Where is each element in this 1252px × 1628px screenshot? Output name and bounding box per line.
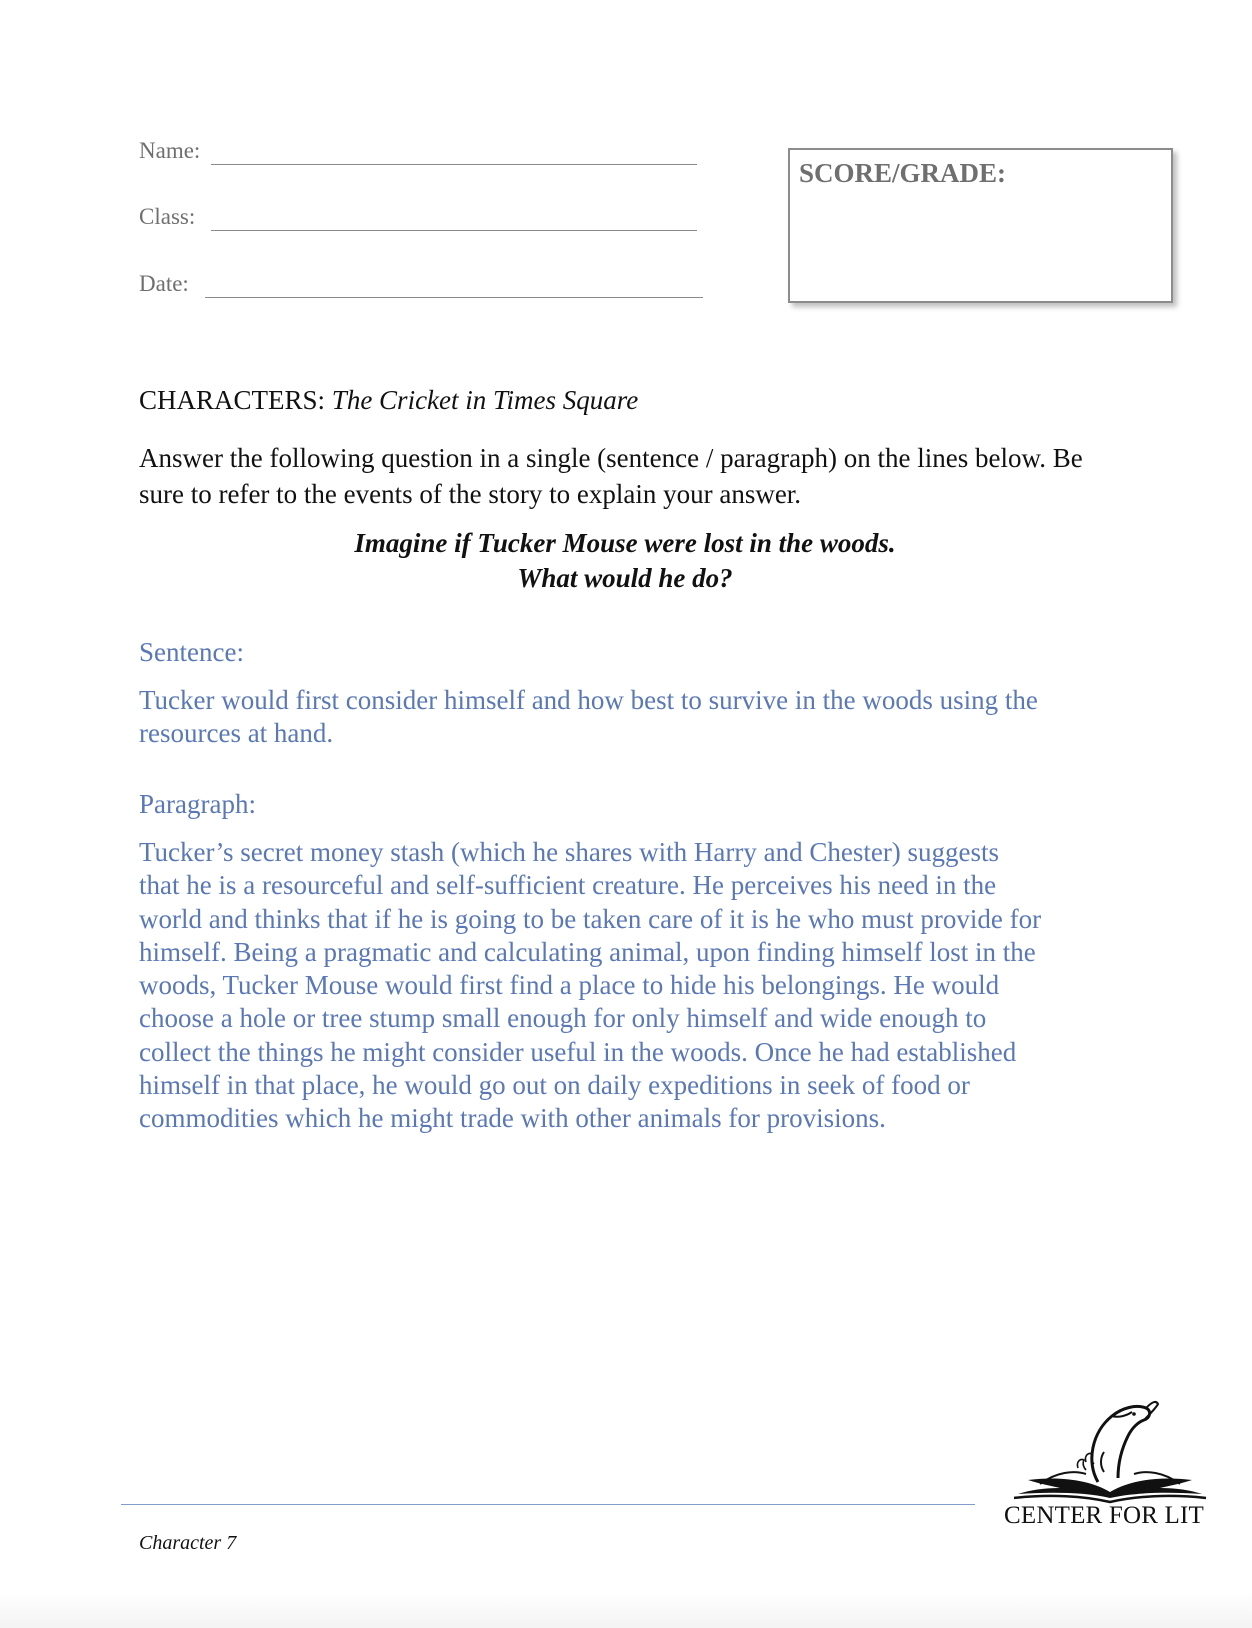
answer-line: Tucker would first consider himself and how best to survive in the woods using the [139, 685, 1038, 715]
name-label: Name: [139, 138, 201, 163]
date-label: Date: [139, 271, 189, 296]
answer-line: world and thinks that if he is going to be taken care of it is he who must provide for [139, 903, 1042, 934]
page-bottom-shade [0, 1592, 1252, 1628]
logo-text: CENTER FOR LIT [1004, 1502, 1205, 1529]
paragraph-label: Paragraph: [139, 789, 256, 819]
class-label: Class: [139, 204, 196, 229]
footer-rule [121, 1504, 975, 1505]
question-line: What would he do? [517, 563, 733, 593]
center-for-lit-logo [1000, 1392, 1220, 1532]
date-line[interactable] [205, 297, 703, 298]
answer-line: that he is a resourceful and self-sufficient creature. He perceives his need in the [139, 870, 997, 901]
footer-label: Character 7 [139, 1532, 237, 1554]
book-title: The Cricket in Times Square [331, 385, 639, 415]
sentence-label: Sentence: [139, 637, 244, 667]
answer-line: Tucker’s secret money stash (which he shares with Harry and Chester) suggests [139, 837, 1000, 867]
answer-line: himself in that place, he would go out on daily expeditions in seek of food or [139, 1070, 970, 1101]
question-line: Imagine if Tucker Mouse were lost in the woods. [354, 528, 896, 558]
name-line[interactable] [211, 164, 697, 165]
answer-line: collect the things he might consider useful in the woods. Once he had established [139, 1036, 1017, 1067]
paragraph-answer [139, 836, 1139, 1136]
score-box [788, 148, 1173, 303]
instructions: Answer the following question in a single (sentence / paragraph) on the lines below. Be sure to refer to the events of the story to explain your answer. [139, 443, 1083, 509]
characters-prefix: CHARACTERS: [139, 385, 326, 415]
answer-line: choose a hole or tree stump small enough for only himself and wide enough to [139, 1003, 987, 1034]
class-line[interactable] [211, 230, 697, 231]
answer-line: commodities which he might trade with other animals for provisions. [139, 1103, 886, 1134]
question [139, 526, 1111, 596]
score-label: SCORE/GRADE: [799, 158, 1007, 188]
answer-line: woods, Tucker Mouse would first find a place to hide his belongings. He would [139, 970, 1000, 1001]
characters-heading [139, 385, 638, 416]
answer-line: resources at hand. [139, 718, 334, 749]
pelican-on-book-icon [1000, 1392, 1220, 1504]
answer-line: himself. Being a pragmatic and calculating animal, upon finding himself lost in the [139, 936, 1036, 967]
sentence-answer [139, 684, 1139, 751]
